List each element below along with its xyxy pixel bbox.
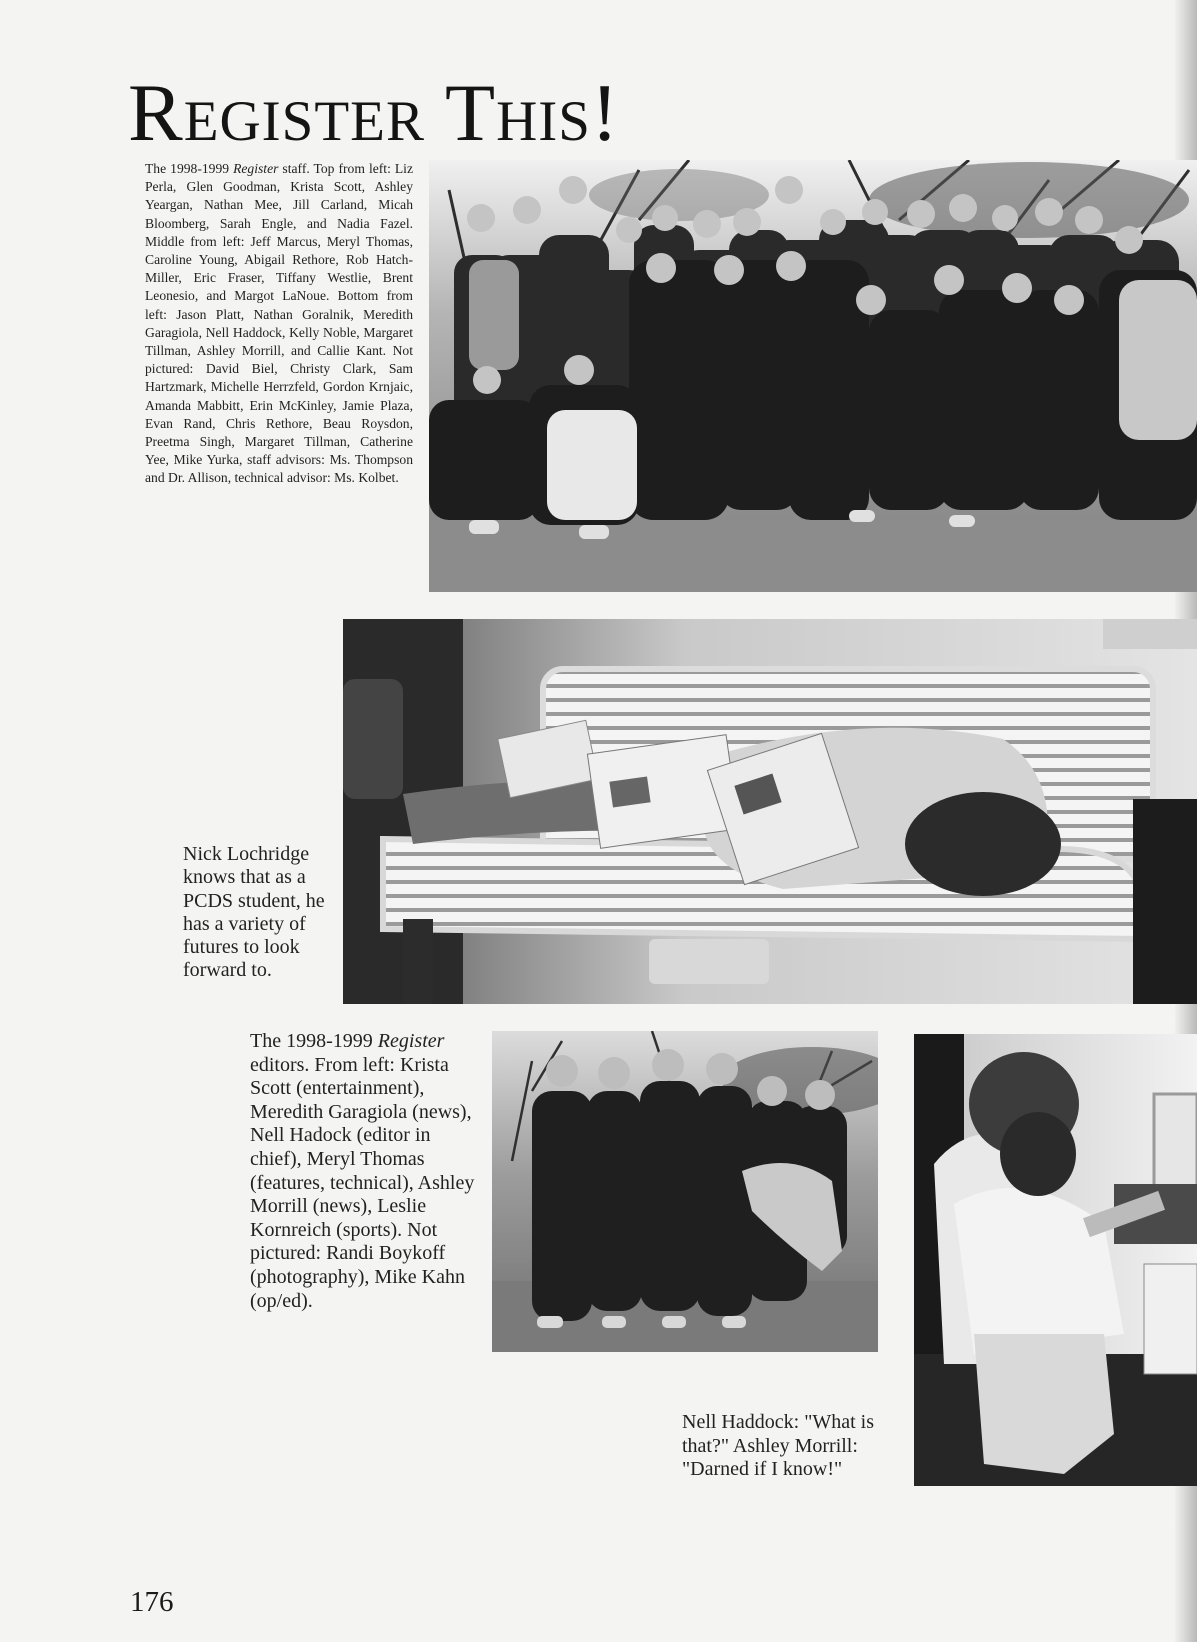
staff-group-photo	[429, 160, 1197, 592]
computer-lab-caption: Nell Haddock: "What is that?" Ashley Morrill: "Darned if I know!"	[682, 1411, 875, 1481]
bench-nap-caption: Nick Lochridge knows that as a PCDS student, he has a variety of futures to look forward to.	[183, 843, 325, 982]
staff-caption-publication: Register	[233, 161, 279, 176]
staff-photo-caption	[145, 160, 413, 488]
editors-caption-publication: Register	[377, 1030, 445, 1052]
editors-photo-caption	[250, 1030, 485, 1313]
page-number: 176	[130, 1586, 174, 1618]
editors-caption-names: editors. From left: Krista Scott (entertainment), Meredith Garagiola (news), Nell Hadock (editor in chief), Meryl Thomas (features, technical), Ashley Morrill (news), Leslie Kornreich (sports). Not pictured: Randi Boykoff (photography), Mike Kahn (op/ed).	[250, 1053, 475, 1312]
computer-lab-photo	[914, 1034, 1197, 1486]
staff-caption-names: staff. Top from left: Liz Perla, Glen Goodman, Krista Scott, Ashley Yeargan, Nathan Mee, Jill Carland, Micah Bloomberg, Sarah Engle, and Nadia Fazel. Middle from left: Jeff Marcus, Meryl Thomas, Caroline Young, Abigail Rethore, Rob Hatch-Miller, Eric Fraser, Tiffany Westlie, Brent Leonesio, and Margot LaNoue. Bottom from left: Jason Platt, Nathan Goralnik, Meredith Garagiola, Nell Haddock, Kelly Noble, Margaret Tillman, Ashley Morrill, and Callie Kant. Not pictured: David Biel, Christy Clark, Sam Hartzmark, Michelle Herrzfeld, Gordon Krnjaic, Amanda Mabbitt, Erin McKinley, Jamie Plaza, Evan Rand, Chris Rethore, Beau Roysdon, Preetma Singh, Margaret Tillman, Catherine Yee, Mike Yurka, staff advisors: Ms. Thompson and Dr. Allison, technical advisor: Ms. Kolbet.	[145, 161, 413, 486]
editors-group-photo	[492, 1031, 878, 1352]
page-title: Register This!	[128, 67, 620, 158]
staff-caption-lead: The 1998-1999	[145, 161, 234, 176]
editors-caption-lead: The 1998-1999	[250, 1030, 378, 1052]
bench-nap-photo	[343, 619, 1197, 1004]
